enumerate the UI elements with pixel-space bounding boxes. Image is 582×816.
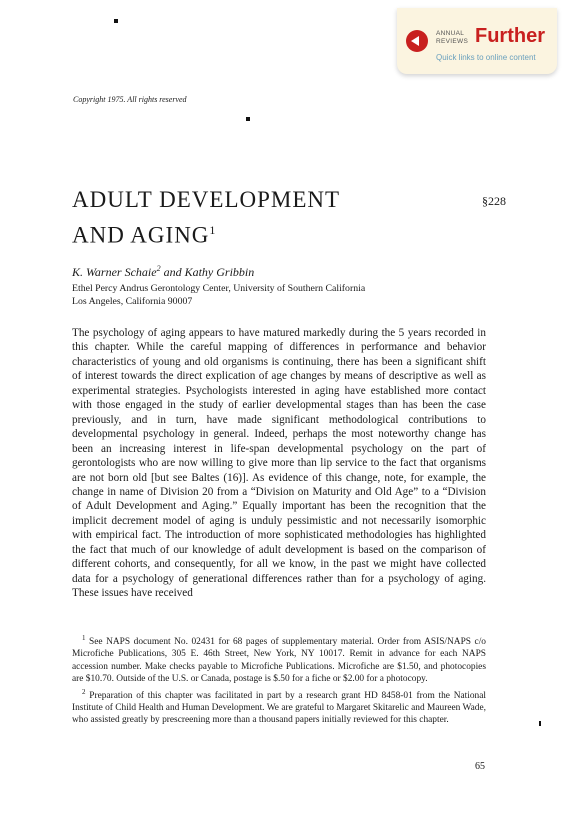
author-joiner: and bbox=[160, 265, 185, 279]
affiliation-address: Los Angeles, California 90007 bbox=[72, 296, 193, 307]
author-gribbin: Kathy Gribbin bbox=[184, 265, 255, 279]
footnote-text: Preparation of this chapter was facilitated in part by a research grant HD 8458-01 from the National Institute of Child Health and Human Development. We are grateful to Margaret Skitarelic and Maureen Wade, who assisted greatly by prescreening more than a thousand papers initially reviewed for this chapter. bbox=[72, 690, 486, 726]
annual-label: ANNUAL bbox=[436, 30, 465, 37]
body-paragraph: The psychology of aging appears to have matured markedly during the 5 years recorded in this chapter. While the careful mapping of differences in performance and behavior characteristics of young and old organisms is continuing, there has been a significant shift of interest towards the direct explication of age changes by means of descriptive as well as experimental strategies. Psychologists interested in aging have established more contact with those engaged in the study of earlier developmental stages than has been the case previously, and in turn, have made significant methodological contributions to developmental psychology in general. Indeed, perhaps the most noteworthy change has been an increasing interest in life-span developmental psychology on the part of gerontologists who are now willing to give more than lip service to the fact that organisms are not born old [but see Baltes (16)]. As evidence of this change, note, for example, the change in name of Division 20 from a “Division on Maturity and Old Age” to a “Division of Adult Development and Aging.” Equally important has been the recognition that the implicit decrement model of aging is unduly pessimistic and not necessarily isomorphic with empirical fact. The introduction of more sophisticated methodologies has highlighted the fact that much of our knowledge of adult development is based on the comparison of different cohorts, and consequently, for all we know, in the past we might have collected data for a psychology of generational differences rather than for a psychology of aging. These issues have received bbox=[72, 327, 486, 600]
title-line-2: AND AGING bbox=[72, 222, 210, 248]
author-schaie: K. Warner Schaie bbox=[72, 265, 157, 279]
play-back-icon bbox=[406, 30, 428, 52]
scan-speck bbox=[246, 117, 250, 121]
footnote-mark: 2 bbox=[82, 687, 86, 696]
footnote-1 bbox=[72, 632, 486, 686]
copyright-notice: Copyright 1975. All rights reserved bbox=[73, 95, 187, 104]
annual-reviews-label bbox=[436, 30, 472, 45]
further-logo-text: Further bbox=[475, 25, 545, 47]
author-list bbox=[72, 264, 254, 280]
footnote-text: See NAPS document No. 02431 for 68 pages of supplementary material. Order from ASIS/NAPS c/o Microfiche Publications, 305 E. 46th Street, New York, NY 10017. Remit in advance for each NAPS accession number. Make checks payable to Microfiche Publications. Microfiche are $1.50, and photocopies are $10.70. Outside of the U.S. or Canada, postage is $.50 for a fiche or $2.00 for a photocopy. bbox=[72, 637, 486, 685]
page-number: 65 bbox=[475, 761, 485, 772]
footnote-2 bbox=[72, 686, 486, 727]
reviews-label: REVIEWS bbox=[436, 37, 469, 45]
author-footnote-mark[interactable]: 2 bbox=[156, 264, 161, 273]
footnote-mark: 1 bbox=[82, 634, 86, 642]
scan-speck bbox=[114, 19, 118, 23]
title-line-1: ADULT DEVELOPMENT bbox=[72, 187, 341, 212]
article-title bbox=[72, 185, 462, 251]
annual-reviews-further-badge[interactable] bbox=[397, 8, 557, 74]
footnotes bbox=[72, 632, 486, 727]
section-number: §228 bbox=[482, 194, 506, 208]
affiliation-institution: Ethel Percy Andrus Gerontology Center, University of Southern California bbox=[72, 283, 366, 294]
title-footnote-mark[interactable]: 1 bbox=[209, 223, 216, 237]
affiliation bbox=[72, 282, 365, 308]
scan-speck bbox=[539, 721, 541, 726]
quick-links-link[interactable]: Quick links to online content bbox=[436, 53, 536, 62]
